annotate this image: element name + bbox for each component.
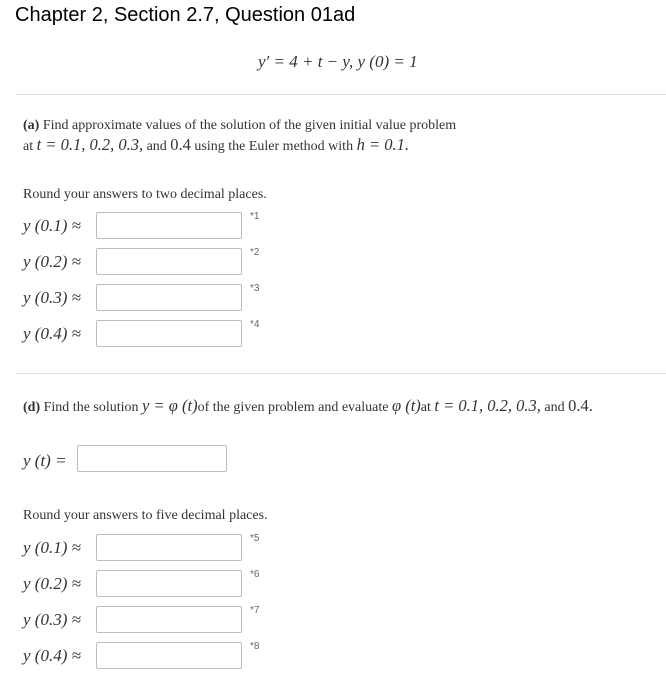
- answer-tag: *3: [250, 283, 260, 294]
- answer-field-5[interactable]: [96, 534, 242, 561]
- part-a-t-values: t = 0.1, 0.2, 0.3,: [36, 135, 144, 154]
- answer-field-4[interactable]: [96, 320, 242, 347]
- part-d-row-label: y (0.3) ≈: [23, 610, 81, 629]
- part-d-row-label: y (0.2) ≈: [23, 574, 81, 593]
- part-a-instructions: [23, 116, 456, 156]
- answer-field-1[interactable]: [96, 212, 242, 239]
- answer-tag: *4: [250, 319, 260, 330]
- part-a-row-label: y (0.1) ≈: [23, 216, 81, 235]
- part-a-row-label: y (0.2) ≈: [23, 252, 81, 271]
- answer-tag: *7: [250, 605, 260, 616]
- part-a-line1: Find approximate values of the solution of the given initial value problem: [42, 118, 457, 133]
- part-a-h-value: h = 0.1.: [356, 135, 409, 154]
- answer-tag: *2: [250, 247, 260, 258]
- divider-middle: [15, 373, 666, 374]
- part-a-label: (a): [23, 118, 40, 133]
- part-d-solution-expr: y = φ (t): [142, 396, 198, 415]
- answer-tag: *8: [250, 641, 260, 652]
- part-a-row-label: y (0.3) ≈: [23, 288, 81, 307]
- part-d-row-label: y (0.4) ≈: [23, 646, 81, 665]
- part-d-t-last: 0.4.: [568, 396, 593, 415]
- answer-field-8[interactable]: [96, 642, 242, 669]
- part-d-label: (d): [23, 400, 41, 415]
- part-a-euler-text: using the Euler method with: [194, 139, 354, 154]
- answer-tag: *6: [250, 569, 260, 580]
- answer-field-7[interactable]: [96, 606, 242, 633]
- part-d-text3: at: [420, 400, 431, 415]
- part-a-at: at: [23, 139, 34, 154]
- part-a-row-label: y (0.4) ≈: [23, 324, 81, 343]
- answer-tag: *5: [250, 533, 260, 544]
- part-d-t-values: t = 0.1, 0.2, 0.3,: [434, 396, 541, 415]
- part-d-row-label: y (0.1) ≈: [23, 538, 81, 557]
- solution-function-field[interactable]: [77, 445, 227, 472]
- answer-tag: *1: [250, 211, 260, 222]
- answer-field-2[interactable]: [96, 248, 242, 275]
- part-d-instructions: [23, 396, 593, 417]
- yt-label: y (t) =: [23, 451, 67, 470]
- part-a-and: and: [146, 139, 167, 154]
- part-d-text1: Find the solution: [43, 400, 139, 415]
- part-d-text2: of the given problem and evaluate: [197, 400, 389, 415]
- page-title: Chapter 2, Section 2.7, Question 01ad: [15, 4, 356, 26]
- answer-field-6[interactable]: [96, 570, 242, 597]
- part-d-phi-expr: φ (t): [391, 396, 421, 415]
- part-a-round-note: Round your answers to two decimal places.: [23, 187, 267, 202]
- ode-equation: y′ = 4 + t − y, y (0) = 1: [258, 52, 418, 71]
- divider-top: [15, 94, 666, 95]
- part-d-text4: and: [544, 400, 565, 415]
- part-d-round-note: Round your answers to five decimal places.: [23, 508, 268, 523]
- answer-field-3[interactable]: [96, 284, 242, 311]
- part-a-t-last: 0.4: [170, 135, 191, 154]
